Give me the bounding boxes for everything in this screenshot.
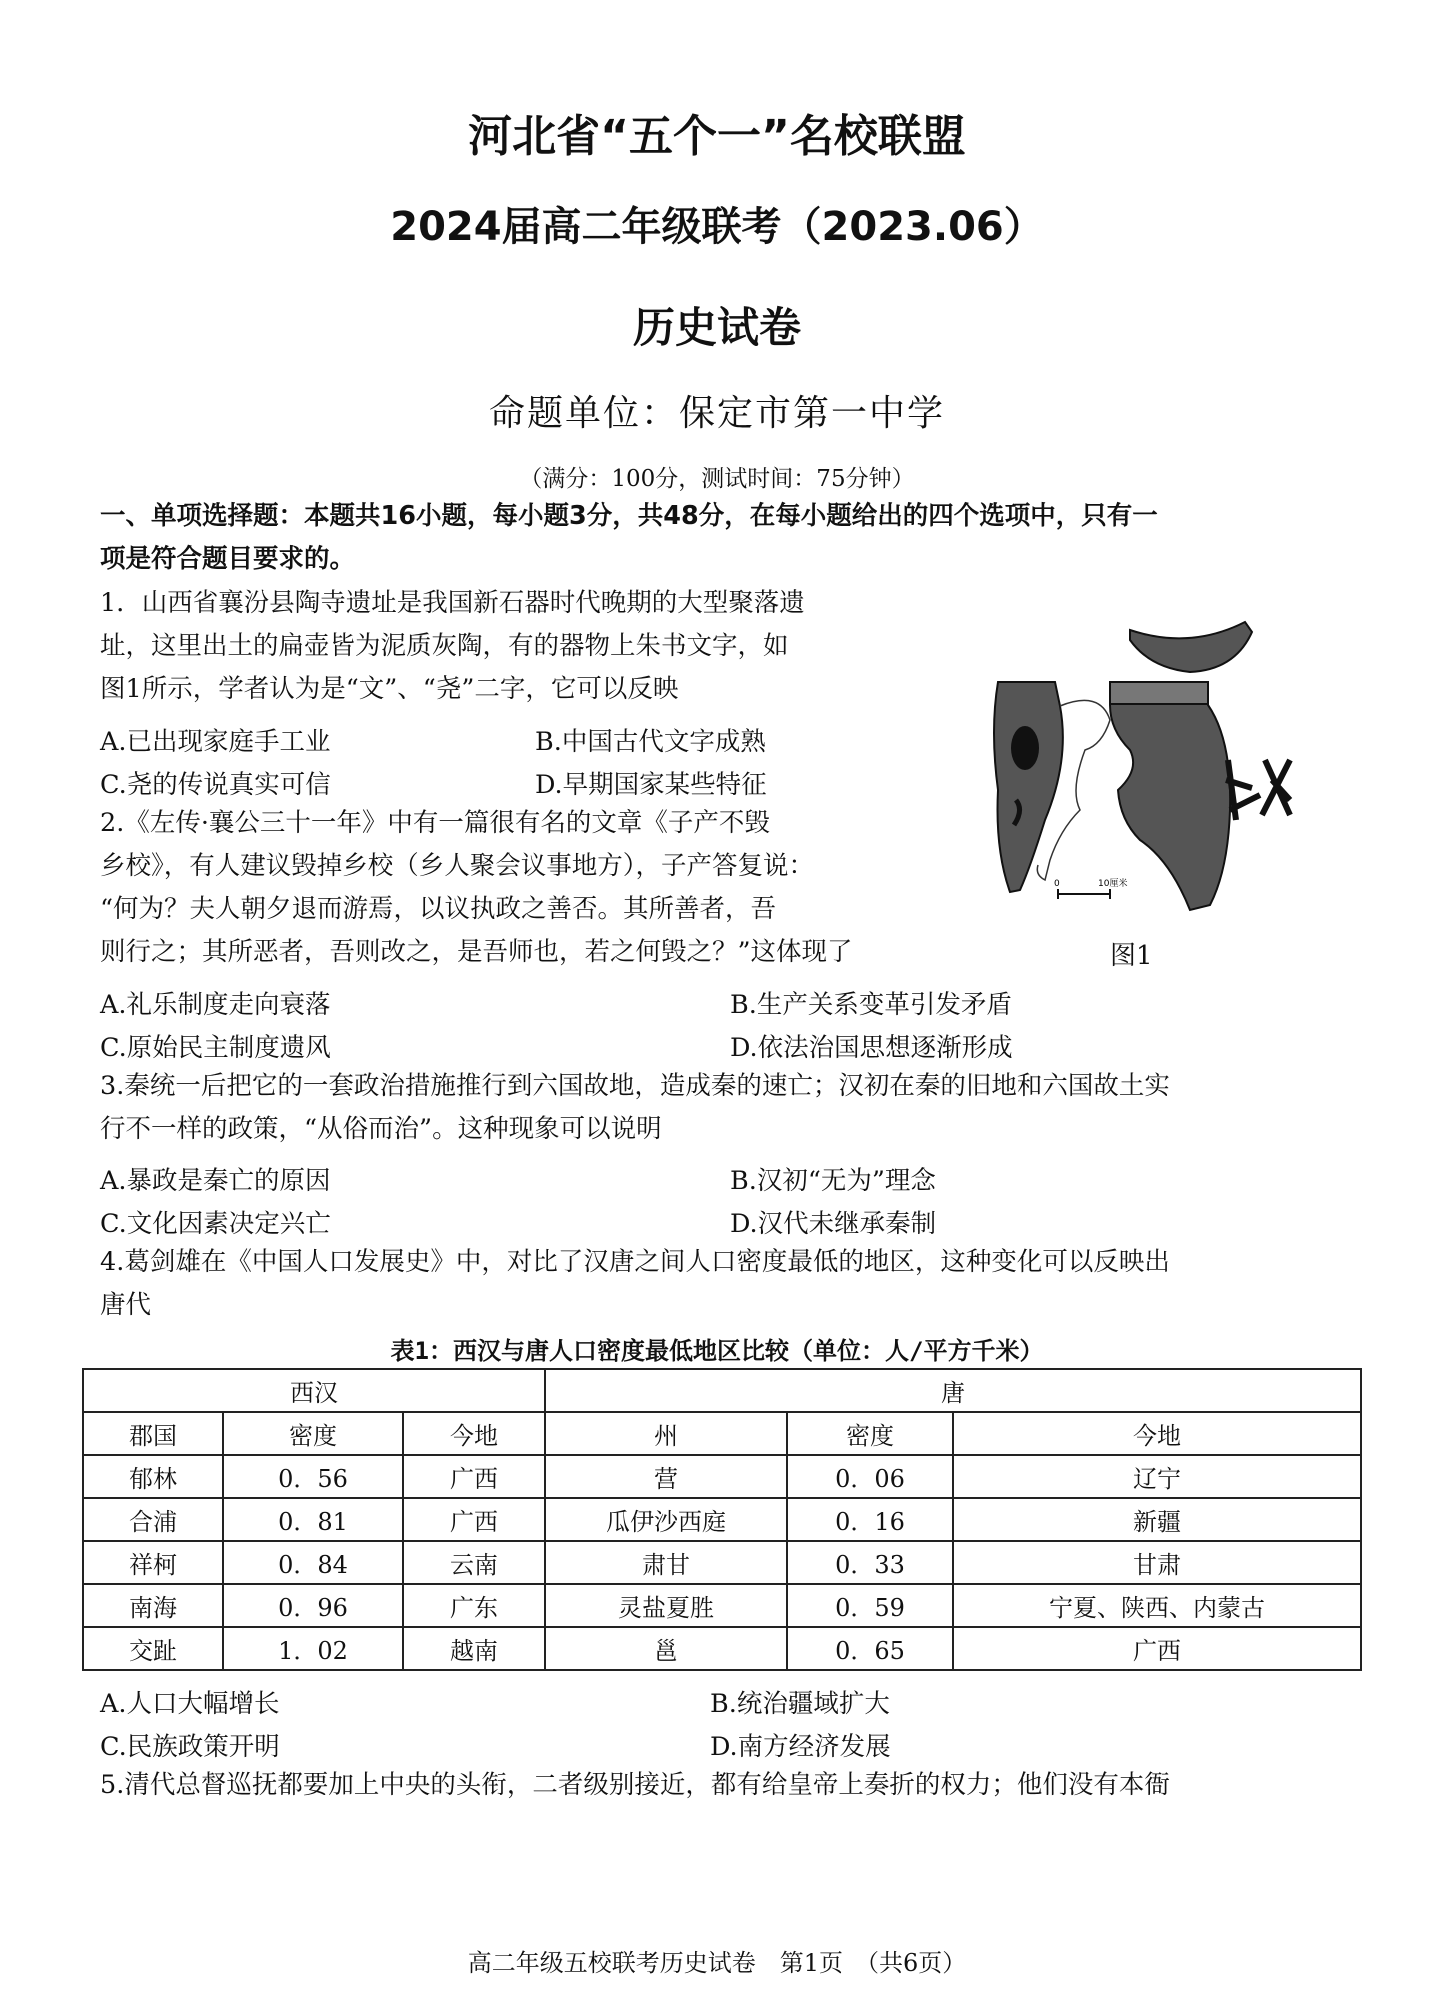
column-header: 密度 <box>787 1412 953 1455</box>
pottery-left-fragment <box>994 682 1110 892</box>
population-density-table <box>82 1368 1362 1671</box>
table-cell: 辽宁 <box>953 1455 1361 1498</box>
table-row <box>83 1541 1361 1584</box>
q1-option-a: A.已出现家庭手工业 <box>100 727 331 757</box>
scale-zero: 0 <box>1054 879 1060 889</box>
table-cell: 越南 <box>403 1627 545 1670</box>
table-cell: 营 <box>545 1455 787 1498</box>
q4-line-2: 唐代 <box>100 1290 152 1320</box>
table-cell: 灵盐夏胜 <box>545 1584 787 1627</box>
section-heading-1: 一、单项选择题：本题共16小题，每小题3分，共48分，在每小题给出的四个选项中，只有一 <box>100 501 1158 531</box>
table-row <box>83 1455 1361 1498</box>
exam-author: 命题单位：保定市第一中学 <box>488 393 945 434</box>
q1-line-1: 1．山西省襄汾县陶寺遗址是我国新石器时代晚期的大型聚落遗 <box>100 588 805 618</box>
table-cell: 祥柯 <box>83 1541 223 1584</box>
q3-line-1: 3.秦统一后把它的一套政治措施推行到六国故地，造成秦的速亡；汉初在秦的旧地和六国故土实 <box>100 1071 1170 1101</box>
table-cell: 新疆 <box>953 1498 1361 1541</box>
table-cell: 云南 <box>403 1541 545 1584</box>
table-row <box>83 1627 1361 1670</box>
table-cell: 甘肃 <box>953 1541 1361 1584</box>
scale-label: 10厘米 <box>1098 879 1128 889</box>
column-header: 州 <box>545 1412 787 1455</box>
table-cell: 0．16 <box>787 1498 953 1541</box>
q2-line-1: 2.《左传·襄公三十一年》中有一篇很有名的文章《子产不毁 <box>100 808 770 838</box>
table-cell: 0．56 <box>223 1455 403 1498</box>
table-cell: 合浦 <box>83 1498 223 1541</box>
table-cell: 0．84 <box>223 1541 403 1584</box>
q1-line-3: 图1所示，学者认为是“文”、“尧”二字，它可以反映 <box>100 674 679 704</box>
exam-alliance-title: 河北省“五个一”名校联盟 <box>468 111 966 162</box>
figure-caption: 图1 <box>1110 941 1153 971</box>
q4-option-b: B.统治疆域扩大 <box>710 1689 890 1719</box>
table-cell: 广西 <box>953 1627 1361 1670</box>
q4-line-1: 4.葛剑雄在《中国人口发展史》中，对比了汉唐之间人口密度最低的地区，这种变化可以反映出 <box>100 1247 1170 1277</box>
table-column-header <box>83 1412 1361 1455</box>
q3-option-c: C.文化因素决定兴亡 <box>100 1209 331 1239</box>
table-cell: 0．33 <box>787 1541 953 1584</box>
q2-line-4: 则行之；其所恶者，吾则改之，是吾师也，若之何毁之？”这体现了 <box>100 937 853 967</box>
table-cell: 南海 <box>83 1584 223 1627</box>
q3-option-d: D.汉代未继承秦制 <box>730 1209 937 1239</box>
table-cell: 肃甘 <box>545 1541 787 1584</box>
q3-option-b: B.汉初“无为”理念 <box>730 1166 936 1196</box>
group-western-han: 西汉 <box>83 1369 545 1412</box>
table-group-header <box>83 1369 1361 1412</box>
column-header: 今地 <box>403 1412 545 1455</box>
table-cell: 广西 <box>403 1498 545 1541</box>
q2-option-a: A.礼乐制度走向衰落 <box>100 990 331 1020</box>
exam-info: （满分：100分，测试时间：75分钟） <box>519 466 915 492</box>
table-cell: 郁林 <box>83 1455 223 1498</box>
q3-line-2: 行不一样的政策，“从俗而治”。这种现象可以说明 <box>100 1114 662 1144</box>
q4-option-d: D.南方经济发展 <box>710 1732 891 1762</box>
q4-option-a: A.人口大幅增长 <box>100 1689 280 1719</box>
pottery-figure <box>990 610 1330 940</box>
q2-option-d: D.依法治国思想逐渐形成 <box>730 1033 1013 1063</box>
scale-bar <box>1054 877 1127 899</box>
column-header: 郡国 <box>83 1412 223 1455</box>
table-cell: 0．65 <box>787 1627 953 1670</box>
table-cell: 广西 <box>403 1455 545 1498</box>
cinnabar-characters <box>1226 760 1290 820</box>
table-row <box>83 1584 1361 1627</box>
table-cell: 1．02 <box>223 1627 403 1670</box>
table-cell: 邕 <box>545 1627 787 1670</box>
exam-subject-title: 历史试卷 <box>632 303 801 352</box>
table-row <box>83 1498 1361 1541</box>
q3-option-a: A.暴政是秦亡的原因 <box>100 1166 331 1196</box>
section-heading-2: 项是符合题目要求的。 <box>100 544 356 574</box>
pottery-right-fragment <box>1110 682 1230 910</box>
q2-line-2: 乡校》，有人建议毁掉乡校（乡人聚会议事地方），子产答复说： <box>100 851 815 881</box>
table-cell: 宁夏、陕西、内蒙古 <box>953 1584 1361 1627</box>
column-header: 密度 <box>223 1412 403 1455</box>
q2-option-c: C.原始民主制度遗风 <box>100 1033 331 1063</box>
q2-line-3: “何为？夫人朝夕退而游焉，以议执政之善否。其所善者，吾 <box>100 894 777 924</box>
q1-option-d: D.早期国家某些特征 <box>535 770 767 800</box>
table-cell: 广东 <box>403 1584 545 1627</box>
table-cell: 交趾 <box>83 1627 223 1670</box>
q4-option-c: C.民族政策开明 <box>100 1732 280 1762</box>
q1-option-b: B.中国古代文字成熟 <box>535 727 766 757</box>
group-tang: 唐 <box>545 1369 1361 1412</box>
table-cell: 0．06 <box>787 1455 953 1498</box>
table-cell: 0．96 <box>223 1584 403 1627</box>
q1-line-2: 址，这里出土的扁壶皆为泥质灰陶，有的器物上朱书文字，如 <box>100 631 789 661</box>
q5-line-1: 5.清代总督巡抚都要加上中央的头衔，二者级别接近，都有给皇帝上奏折的权力；他们没有本衙 <box>100 1770 1170 1800</box>
table-cell: 瓜伊沙西庭 <box>545 1498 787 1541</box>
q1-option-c: C.尧的传说真实可信 <box>100 770 331 800</box>
table-caption: 表1：西汉与唐人口密度最低地区比较（单位：人/平方千米） <box>390 1337 1044 1365</box>
exam-session-title: 2024届高二年级联考（2023.06） <box>390 204 1044 250</box>
column-header: 今地 <box>953 1412 1361 1455</box>
q2-option-b: B.生产关系变革引发矛盾 <box>730 990 1012 1020</box>
table-cell: 0．81 <box>223 1498 403 1541</box>
pottery-rim-fragment <box>1130 622 1252 672</box>
page-footer: 高二年级五校联考历史试卷 第1页 （共6页） <box>467 1949 967 1977</box>
table-cell: 0．59 <box>787 1584 953 1627</box>
